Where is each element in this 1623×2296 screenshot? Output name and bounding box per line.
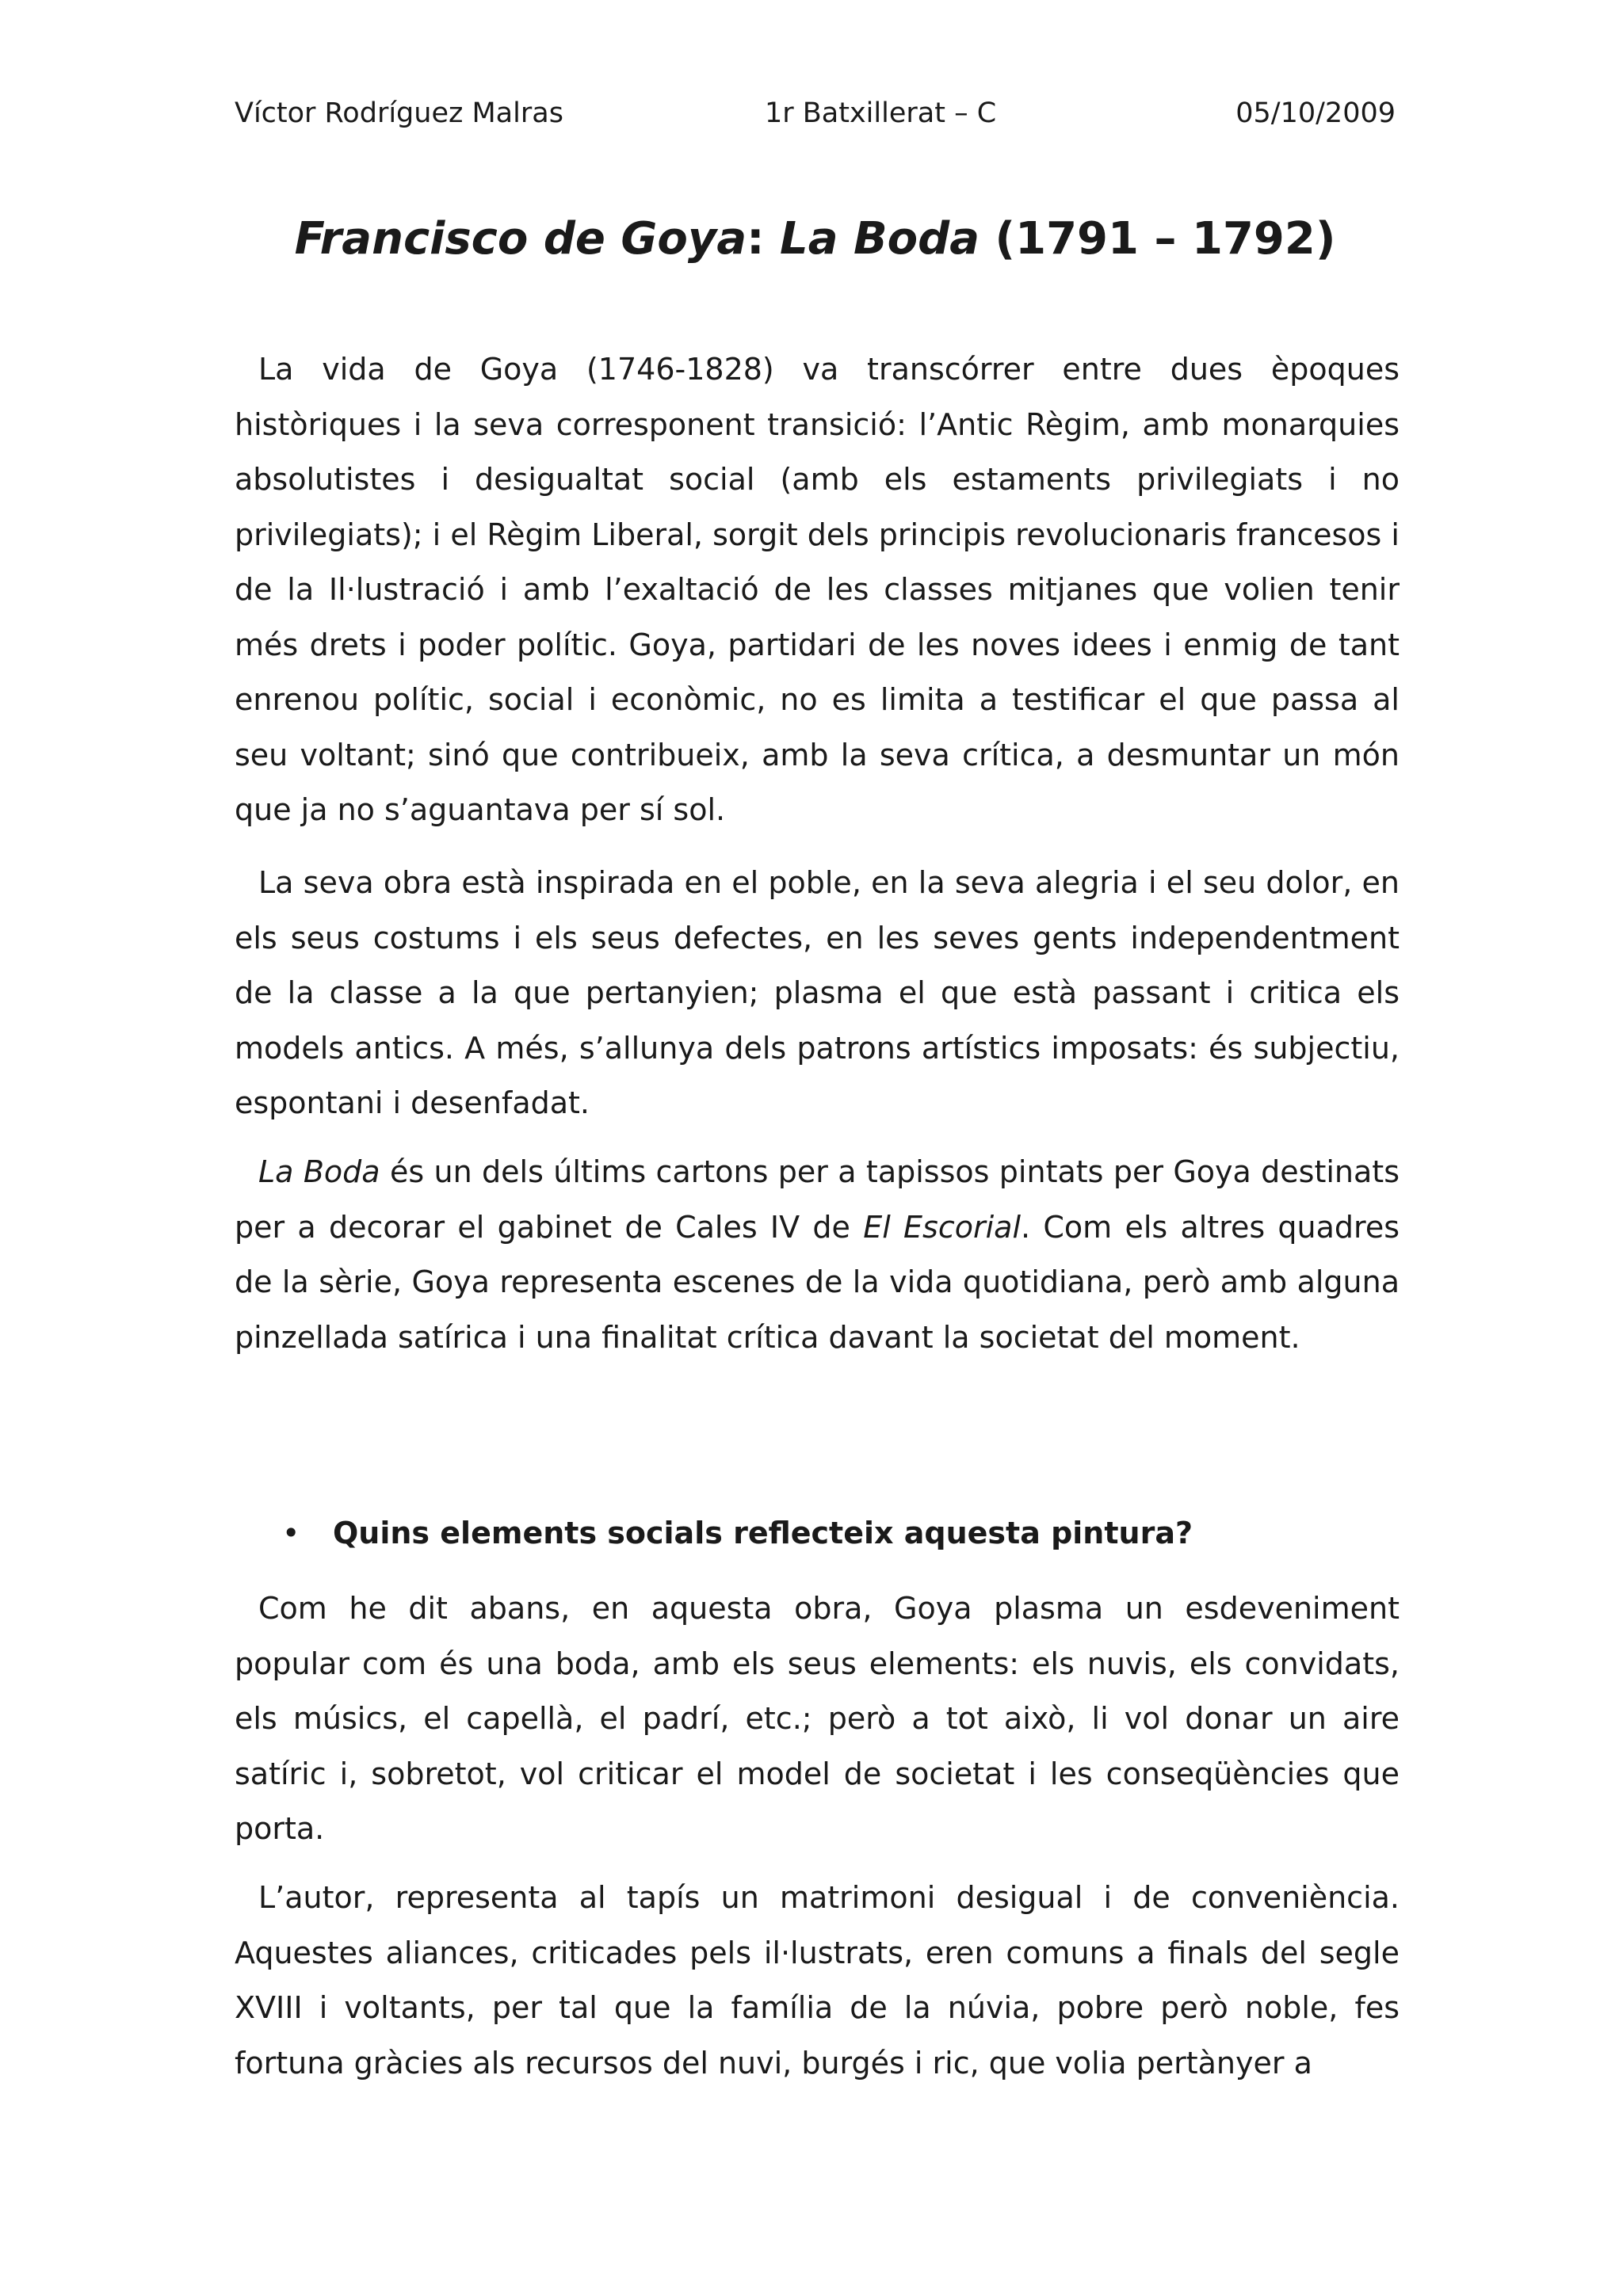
paragraph-la-boda [235, 1145, 1400, 1365]
title-colon: : [747, 213, 765, 265]
question-heading: Quins elements socials reflecteix aquesta pintura? [333, 1516, 1193, 1550]
paragraph-goya-work: La seva obra està inspirada en el poble, en la seva alegria i el seu dolor, en els seus costums i els seus defectes, en les seves gents independentment de la classe a la que pertanyien; plasma el que està passant i critica els models antics. A més, s’allunya dels patrons artístics imposats: és subjectiu, espontani i desenfadat. [235, 865, 1400, 1120]
p3-work-italic: La Boda [258, 1154, 380, 1189]
p3-text-b: . Com els altres quadres de la sèrie, Goya representa escenes de la vida quotidiana, però amb alguna pinzellada satírica i una finalitat crítica davant la societat del moment. [235, 1209, 1400, 1355]
title-years: (1791 – 1792) [995, 213, 1336, 265]
document-date: 05/10/2009 [1235, 97, 1396, 129]
p3-place-italic: El Escorial [863, 1209, 1022, 1245]
course-label: 1r Batxillerat – C [765, 97, 997, 129]
title-work: La Boda [780, 213, 980, 265]
bullet-marker: • [282, 1516, 300, 1550]
page-header [235, 93, 1396, 133]
title-artist: Francisco de Goya [294, 213, 747, 265]
paragraph-unequal-marriage: L’autor, representa al tapís un matrimoni desigual i de conveniència. Aquestes aliances, criticades pels il·lustrats, eren comuns a finals del segle XVIII i voltants, per tal que la família de la núvia, pobre però noble, fes fortuna gràcies als recursos del nuvi, burgés i ric, que volia pertànyer a [235, 1880, 1400, 2081]
paragraph-goya-life: La vida de Goya (1746-1828) va transcórrer entre dues èpoques històriques i la seva corresponent transició: l’Antic Règim, amb monarquies absolutistes i desigualtat social (amb els estaments privilegiats i no privilegiats); i el Règim Liberal, sorgit dels principis revolucionaris francesos i de la Il·lustració i amb l’exaltació de les classes mitjanes que volien tenir més drets i poder polític. Goya, partidari de les noves idees i enmig de tant enrenou polític, social i econòmic, no es limita a testificar el que passa al seu voltant; sinó que contribueix, amb la seva crítica, a desmuntar un món que ja no s’aguantava per sí sol. [235, 352, 1400, 827]
paragraph-social-elements: Com he dit abans, en aquesta obra, Goya plasma un esdeveniment popular com és una boda, amb els seus elements: els nuvis, els convidats, els músics, el capellà, el padrí, etc.; però a tot això, li vol donar un aire satíric i, sobretot, vol criticar el model de societat i les conseqüències que porta. [235, 1591, 1400, 1846]
document-title [235, 208, 1396, 271]
p3-text-a: és un dels últims cartons per a tapissos pintats per Goya destinats per a decorar el gabinet de Cales IV de [235, 1154, 1400, 1245]
author-name: Víctor Rodríguez Malras [235, 97, 563, 129]
